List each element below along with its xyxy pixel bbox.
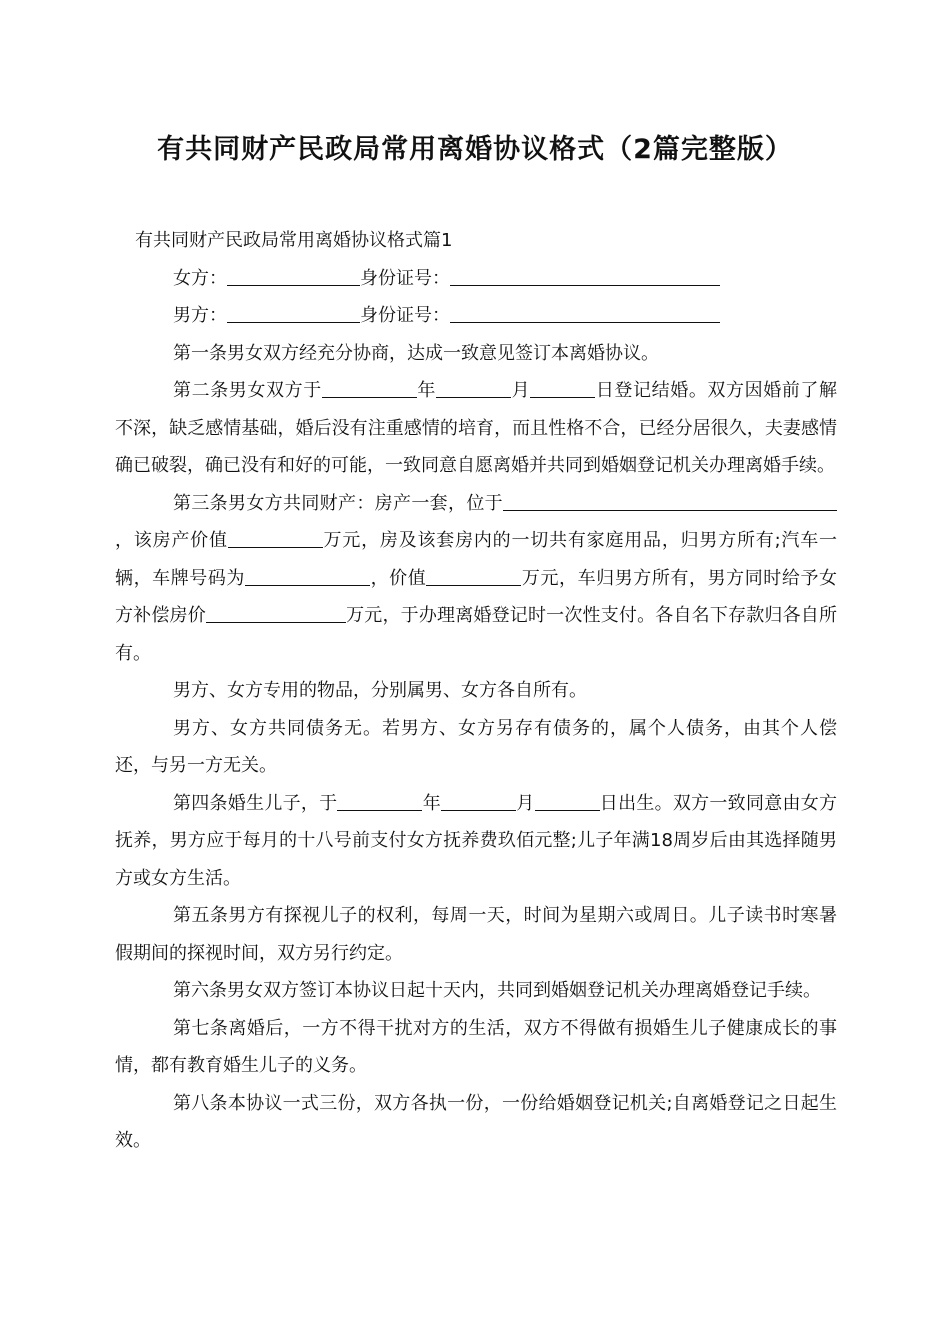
clause-2-text-c: 月 xyxy=(511,380,531,401)
car-value-blank xyxy=(426,565,521,586)
property-location-blank-cont xyxy=(813,490,837,511)
marriage-year-blank xyxy=(322,377,417,398)
birth-month-blank xyxy=(441,790,516,811)
clause-2-text-a: 第二条男女双方于 xyxy=(173,380,322,401)
clause-6: 第六条男女双方签订本协议日起十天内，共同到婚姻登记机关办理离婚登记手续。 xyxy=(173,980,821,1001)
clause-4-text-d: 日出生。双方一致同意由女方抚养，男方应于每月的十八号前支付女方抚养费玖佰元整;儿子年满18周岁后由其选择随男方或女方生活。 xyxy=(115,792,838,889)
clause-2-text-b: 年 xyxy=(416,380,437,401)
female-id-line xyxy=(115,260,837,298)
compensation-blank xyxy=(206,602,346,623)
marriage-day-blank xyxy=(530,377,595,398)
female-id-blank xyxy=(450,265,720,286)
property-location-blank xyxy=(503,490,813,511)
clause-3-text-e: 万元，车归男方所有，男方同时给予女方补偿房价 xyxy=(115,567,838,626)
clause-4 xyxy=(115,785,837,898)
property-value-blank xyxy=(228,527,323,548)
clause-3-text-f: 万元，于办理离婚登记时一次性支付。各自名下存款归各自所有。 xyxy=(115,605,837,664)
clause-3-text-d: ，价值 xyxy=(370,567,427,589)
clause-1: 第一条男女双方经充分协商，达成一致意见签订本离婚协议。 xyxy=(173,342,659,364)
male-id-line xyxy=(115,297,837,335)
male-id-blank xyxy=(450,302,720,323)
clause-4-text-b: 年 xyxy=(422,792,441,814)
document-title: 有共同财产民政局常用离婚协议格式（2篇完整版） xyxy=(157,134,793,165)
clause-8: 第八条本协议一式三份，双方各执一份，一份给婚姻登记机关;自离婚登记之日起生效。 xyxy=(115,1092,837,1151)
clause-2 xyxy=(115,372,837,485)
birth-day-blank xyxy=(535,790,600,811)
clause-3-text-c: 万元，房及该套房内的一切共有家庭用品，归男方所有;汽车一辆，车牌号码为 xyxy=(115,530,838,589)
male-name-blank xyxy=(227,302,360,323)
document-body xyxy=(115,222,837,1160)
clause-3 xyxy=(115,485,837,673)
female-id-label: 身份证号： xyxy=(360,267,450,289)
male-label: 男方： xyxy=(173,305,227,326)
clause-7: 第七条离婚后，一方不得干扰对方的生活，双方不得做有损婚生儿子健康成长的事情，都有教育婚生儿子的义务。 xyxy=(115,1017,837,1076)
female-name-blank xyxy=(227,265,360,286)
birth-year-blank xyxy=(337,790,422,811)
clause-5: 第五条男方有探视儿子的权利，每周一天，时间为星期六或周日。儿子读书时寒暑假期间的探视时间，双方另行约定。 xyxy=(115,905,837,964)
plate-number-blank xyxy=(245,565,370,586)
male-id-label: 身份证号： xyxy=(360,305,450,326)
clause-3-text-a: 第三条男女方共同财产：房产一套，位于 xyxy=(173,492,503,514)
clause-4-text-a: 第四条婚生儿子，于 xyxy=(173,792,338,814)
debts-paragraph: 男方、女方共同债务无。若男方、女方另存有债务的，属个人债务，由其个人偿还，与另一方无关。 xyxy=(115,717,837,776)
personal-items-paragraph: 男方、女方专用的物品，分别属男、女方各自所有。 xyxy=(173,680,587,701)
clause-2-text-d: 日登记结婚。双方因婚前了解不深，缺乏感情基础，婚后没有注重感情的培育，而且性格不合，已经分居很久，夫妻感情确已破裂，确已没有和好的可能，一致同意自愿离婚并共同到婚姻登记机关办理离婚手续。 xyxy=(115,380,838,476)
female-label: 女方： xyxy=(173,267,227,289)
section-subtitle: 有共同财产民政局常用离婚协议格式篇1 xyxy=(135,230,453,251)
clause-4-text-c: 月 xyxy=(515,792,535,814)
clause-3-text-b: ，该房产价值 xyxy=(115,530,228,551)
marriage-month-blank xyxy=(436,377,511,398)
